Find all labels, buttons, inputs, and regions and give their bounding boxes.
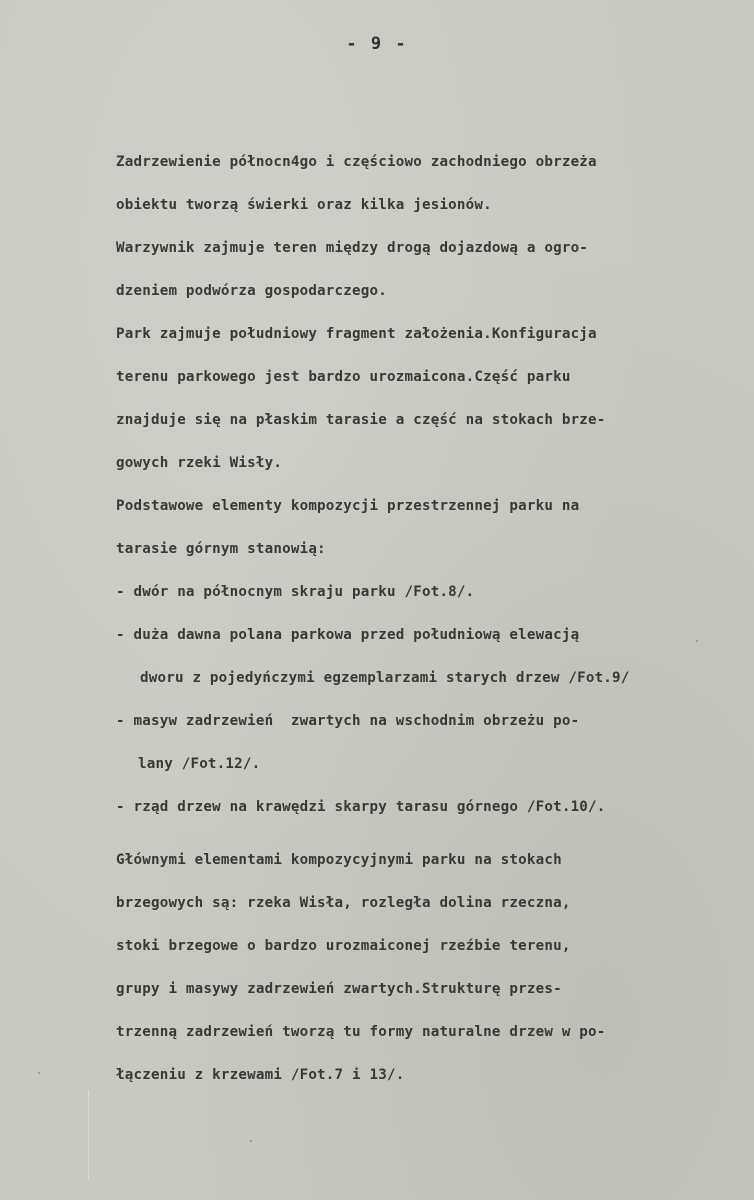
text-line: dzeniem podwórza gospodarczego.: [116, 283, 387, 299]
margin-crease: [88, 1090, 89, 1180]
text-line: Zadrzewienie północn4go i częściowo zachodniego obrzeża: [116, 154, 597, 170]
page-number: - 9 -: [346, 34, 408, 54]
text-line: brzegowych są: rzeka Wisła, rozległa dolina rzeczna,: [116, 895, 571, 911]
text-line: trzenną zadrzewień tworzą tu formy naturalne drzew w po-: [116, 1024, 606, 1040]
list-item-continuation: dworu z pojedyńczymi egzemplarzami starych drzew /Fot.9/: [140, 670, 630, 686]
text-line: Podstawowe elementy kompozycji przestrzennej parku na: [116, 498, 580, 514]
text-line: Warzywnik zajmuje teren między drogą dojazdową a ogro-: [116, 240, 589, 256]
text-line: terenu parkowego jest bardzo urozmaicona.Część parku: [116, 369, 571, 385]
text-line: łączeniu z krzewami /Fot.7 i 13/.: [116, 1067, 405, 1083]
list-item-continuation: lany /Fot.12/.: [138, 756, 261, 772]
paper-speck: [38, 1072, 40, 1074]
text-line: Głównymi elementami kompozycyjnymi parku na stokach: [116, 852, 562, 868]
text-line: obiektu tworzą świerki oraz kilka jesionów.: [116, 197, 492, 213]
text-line: gowych rzeki Wisły.: [116, 455, 283, 471]
paper-speck: [696, 640, 698, 642]
list-item: - masyw zadrzewień zwartych na wschodnim obrzeżu po-: [116, 713, 580, 729]
text-line: tarasie górnym stanowią:: [116, 541, 326, 557]
paper-speck: [250, 1140, 252, 1142]
list-item: - duża dawna polana parkowa przed południową elewacją: [116, 627, 580, 643]
text-line: Park zajmuje południowy fragment założenia.Konfiguracja: [116, 326, 597, 342]
text-line: znajduje się na płaskim tarasie a część na stokach brze-: [116, 412, 606, 428]
list-item: - dwór na północnym skraju parku /Fot.8/.: [116, 584, 475, 600]
list-item: - rząd drzew na krawędzi skarpy tarasu górnego /Fot.10/.: [116, 799, 606, 815]
text-line: stoki brzegowe o bardzo urozmaiconej rzeźbie terenu,: [116, 938, 571, 954]
text-line: grupy i masywy zadrzewień zwartych.Strukturę przes-: [116, 981, 562, 997]
